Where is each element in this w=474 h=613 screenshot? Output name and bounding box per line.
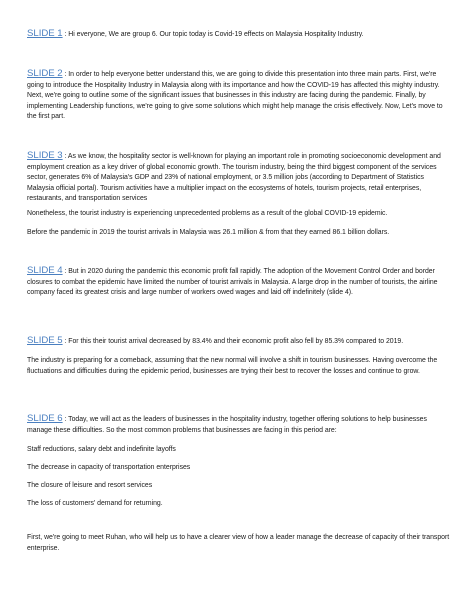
slide-5-paragraph <box>27 336 452 348</box>
slide-4-paragraph <box>27 266 452 299</box>
slide-4-text: : But in 2020 during the pandemic this economic profit fall rapidly. The adoption of the Movement Control Order and border closures to combat the epidemic have limited the number of tourist arrivals in Malaysia. A large drop in the number of tourists, the airline company faced its greatest crisis and large number of workers owed wages and laid off indefinitely (slide 4). <box>27 268 438 297</box>
slide-6-text: : Today, we will act as the leaders of businesses in the hospitality industry, together offering solutions to help businesses manage these difficulties. So the most common problems that businesses are facing in this period are: <box>27 416 427 434</box>
slide-1-label: SLIDE 1 <box>27 28 63 39</box>
slide-3-paragraph-3: Before the pandemic in 2019 the tourist arrivals in Malaysia was 26.1 million & from that they earned 86.1 billion dollars. <box>27 229 390 236</box>
slide-2-paragraph <box>27 69 452 123</box>
slide-1-paragraph <box>27 29 452 41</box>
problem-item: The loss of customers' demand for returning. <box>27 500 163 507</box>
slide-2-label: SLIDE 2 <box>27 68 63 79</box>
slide-6-paragraph <box>27 414 452 436</box>
slide-5-label: SLIDE 5 <box>27 335 63 346</box>
problem-item: The closure of leisure and resort services <box>27 482 153 489</box>
slide-2-text: : In order to help everyone better understand this, we are going to divide this presentation into three main parts. First, we're going to introduce the Hospitality Industry in Malaysia along with its importance and how the COVID-19 has affected this mighty industry. Next, we're going to outline some of the significant issues that businesses in this industry are facing during the pandemic. Finally, by implementing Leadership functions, we're going to give some solutions which might help manage the crisis effectively. Now, Let's move to the first part. <box>27 71 443 121</box>
slide-3-paragraph <box>27 151 452 205</box>
slide-1-text: : Hi everyone, We are group 6. Our topic today is Covid-19 effects on Malaysia Hospitality Industry. <box>64 31 364 38</box>
slide-6-label: SLIDE 6 <box>27 413 63 424</box>
closing-paragraph: First, we're going to meet Ruhan, who will help us to have a clearer view of how a leader manage the decrease of capacity of their transport enterprise. <box>27 534 450 552</box>
slide-5-text: : For this their tourist arrival decreased by 83.4% and their economic profit also fell by 85.3% compared to 2019. <box>64 338 404 345</box>
slide-5-paragraph-2: The industry is preparing for a comeback, assuming that the new normal will involve a shift in tourism businesses. Having overcome the fluctuations and difficulties during the epidemic period, businesses are trying their best to recover the losses and continue to grow. <box>27 357 438 375</box>
slide-3-label: SLIDE 3 <box>27 150 63 161</box>
problem-item: Staff reductions, salary debt and indefinite layoffs <box>27 446 176 453</box>
slide-4-label: SLIDE 4 <box>27 265 63 276</box>
slide-3-paragraph-2: Nonetheless, the tourist industry is experiencing unprecedented problems as a result of the global COVID-19 epidemic. <box>27 210 388 217</box>
slide-3-text: : As we know, the hospitality sector is well-known for playing an important role in promoting socioeconomic development and employment creation as a key driver of global economic growth. The tourism industry, being the third biggest component of the services sector, generates 6% of Malaysia's GDP and 23% of national employment, or 3.5 million jobs (according to Department of Statistics Malaysia official portal). Tourism activities have a multiplier impact on the ecosystems of hotels, tourism projects, retail enterprises, restaurants, and transportation services <box>27 153 441 203</box>
problem-item: The decrease in capacity of transportation enterprises <box>27 464 191 471</box>
